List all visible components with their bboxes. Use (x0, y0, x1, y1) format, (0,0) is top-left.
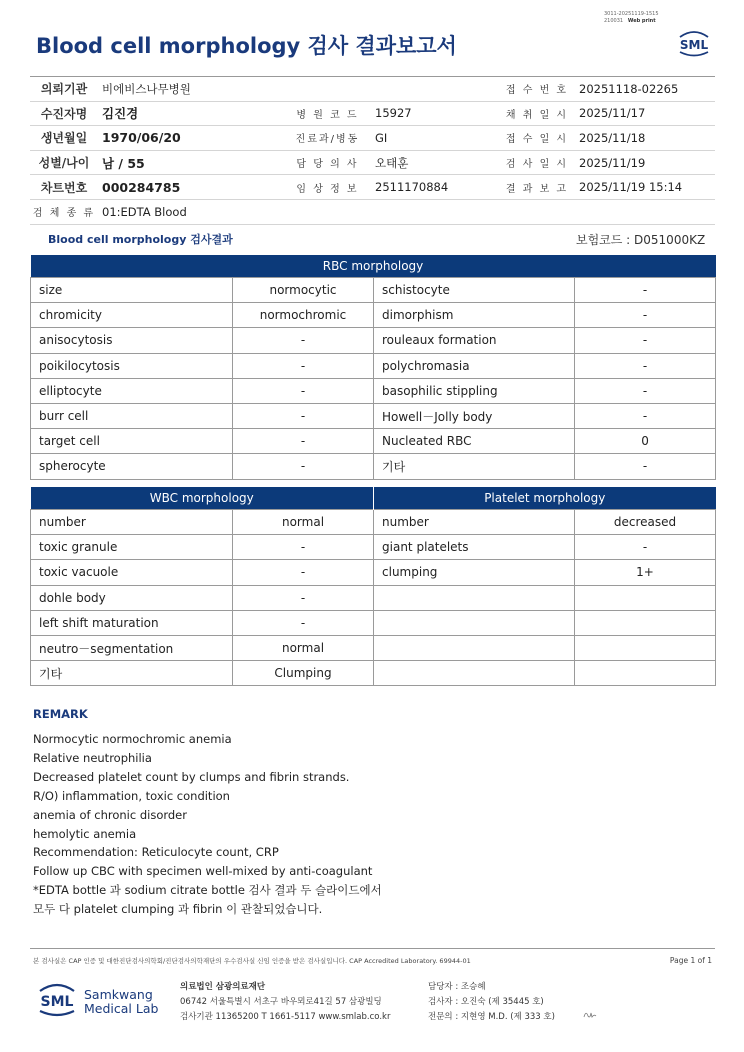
finding-name: dohle body (31, 585, 233, 610)
finding-value: - (233, 429, 374, 454)
logo-text: SML (679, 38, 709, 52)
patient-value (371, 77, 499, 102)
patient-value (575, 199, 715, 224)
finding-value (575, 585, 716, 610)
finding-name: Howell－Jolly body (374, 403, 575, 428)
rbc-morphology-table (30, 255, 716, 480)
finding-value (575, 610, 716, 635)
remark-line: Normocytic normochromic anemia (33, 732, 232, 746)
finding-name: elliptocyte (31, 378, 233, 403)
patient-value: 2025/11/19 (575, 150, 715, 175)
finding-value: - (233, 560, 374, 585)
finding-name: 기타 (374, 454, 575, 479)
patient-label: 담 당 의 사 (284, 150, 371, 175)
patient-label: 결 과 보 고 (499, 175, 575, 200)
finding-value: normal (233, 510, 374, 535)
finding-value: - (575, 278, 716, 303)
doc-id-line2: 210031 (604, 18, 624, 24)
finding-name: spherocyte (31, 454, 233, 479)
institution-contact: 검사기관 11365200 T 1661-5117 www.smlab.co.kr (180, 1012, 391, 1022)
finding-value: - (575, 353, 716, 378)
finding-value: - (233, 585, 374, 610)
patient-value: 2511170884 (371, 175, 499, 200)
remark-line: Recommendation: Reticulocyte count, CRP (33, 845, 279, 860)
finding-name: burr cell (31, 403, 233, 428)
finding-value: - (233, 353, 374, 378)
finding-name: giant platelets (374, 535, 575, 560)
finding-value: normocytic (233, 278, 374, 303)
patient-label: 진료과/병동 (284, 126, 371, 151)
table-row (31, 610, 716, 635)
remark-line: *EDTA bottle 과 sodium citrate bottle 검사 결과 두 슬라이드에서 (33, 883, 382, 898)
remark-line: Decreased platelet count by clumps and fibrin strands. (33, 769, 350, 784)
patient-label: 검 체 종 류 (30, 199, 98, 224)
brand-line1: Samkwang (84, 987, 153, 1002)
patient-value: 20251118-02265 (575, 77, 715, 102)
finding-name (374, 635, 575, 660)
rbc-header: RBC morphology (31, 255, 716, 278)
finding-name: polychromasia (374, 353, 575, 378)
finding-name: target cell (31, 429, 233, 454)
table-row (31, 403, 716, 428)
finding-value: - (575, 378, 716, 403)
patient-row (30, 77, 715, 102)
institution-name: 의료법인 삼광의료재단 (180, 982, 266, 992)
finding-name (374, 661, 575, 686)
report-title: Blood cell morphology 검사 결과보고서 (36, 34, 457, 58)
footer-divider (30, 948, 715, 949)
remark-line: 모두 다 platelet clumping 과 fibrin 이 관찰되었습니다. (33, 902, 323, 917)
web-print-label: Web print (627, 18, 656, 24)
remark-text (33, 730, 382, 919)
patient-row (30, 150, 715, 175)
table-row (31, 378, 716, 403)
finding-name: 기타 (31, 661, 233, 686)
sml-logo-icon (676, 28, 712, 58)
finding-name: number (31, 510, 233, 535)
patient-label: 의뢰기관 (30, 77, 98, 102)
patient-value: 15927 (371, 101, 499, 126)
signature-icon (582, 1008, 600, 1020)
finding-name: number (374, 510, 575, 535)
patient-value: 2025/11/17 (575, 101, 715, 126)
finding-name: schistocyte (374, 278, 575, 303)
finding-value: - (575, 303, 716, 328)
finding-value: Clumping (233, 661, 374, 686)
staff-specialist: 전문의 : 지현영 M.D. (제 333 호) (428, 1012, 555, 1022)
institution-address: 06742 서울특별시 서초구 바우뫼로41길 57 삼광빌딩 (180, 997, 382, 1007)
patient-label (284, 77, 371, 102)
finding-name: neutro－segmentation (31, 635, 233, 660)
finding-name: size (31, 278, 233, 303)
patient-value (371, 199, 499, 224)
wbc-platelet-table (30, 487, 716, 686)
patient-label (499, 199, 575, 224)
finding-name: anisocytosis (31, 328, 233, 353)
finding-value: 0 (575, 429, 716, 454)
patient-label: 임 상 정 보 (284, 175, 371, 200)
patient-row (30, 101, 715, 126)
finding-value: normochromic (233, 303, 374, 328)
finding-name: basophilic stippling (374, 378, 575, 403)
table-row (31, 661, 716, 686)
finding-name: dimorphism (374, 303, 575, 328)
page-number: Page 1 of 1 (669, 956, 712, 965)
patient-value: 000284785 (98, 175, 284, 200)
accreditation-note: 본 검사실은 CAP 인증 및 대한진단검사의학회/진단검사의학재단의 우수검사실 신임 인증을 받은 검사실입니다. CAP Accredited Laboratory. 69944-01 (33, 957, 471, 965)
footer-logo-text: SML (40, 994, 74, 1010)
finding-name: chromicity (31, 303, 233, 328)
finding-name: toxic granule (31, 535, 233, 560)
patient-label: 차트번호 (30, 175, 98, 200)
patient-label: 성별/나이 (30, 150, 98, 175)
brand-name (84, 988, 158, 1016)
finding-name: Nucleated RBC (374, 429, 575, 454)
finding-value: - (233, 378, 374, 403)
finding-value: 1+ (575, 560, 716, 585)
finding-value: - (575, 403, 716, 428)
remark-line: R/O) inflammation, toxic condition (33, 788, 230, 803)
patient-label: 채 취 일 시 (499, 101, 575, 126)
patient-label: 생년월일 (30, 126, 98, 151)
finding-value: - (575, 328, 716, 353)
finding-name: left shift maturation (31, 610, 233, 635)
patient-value: GI (371, 126, 499, 151)
brand-line2: Medical Lab (84, 1001, 159, 1016)
table-row (31, 328, 716, 353)
finding-value: - (575, 454, 716, 479)
finding-value: - (233, 403, 374, 428)
remark-line: Follow up CBC with specimen well-mixed by anti-coagulant (33, 864, 373, 879)
table-row (31, 535, 716, 560)
document-id (604, 11, 659, 25)
patient-value: 오태훈 (371, 150, 499, 175)
finding-name (374, 585, 575, 610)
table-row (31, 429, 716, 454)
finding-name: poikilocytosis (31, 353, 233, 378)
staff-manager: 담당자 : 조승혜 (428, 982, 486, 992)
patient-row (30, 175, 715, 200)
wbc-header: WBC morphology (31, 487, 374, 510)
institution-info (180, 980, 390, 1025)
patient-label (284, 199, 371, 224)
table-row (31, 278, 716, 303)
patient-label: 수진자명 (30, 101, 98, 126)
staff-tester: 검사자 : 오진숙 (제 35445 호) (428, 997, 544, 1007)
patient-value: 김진경 (98, 101, 284, 126)
finding-value: - (575, 535, 716, 560)
table-row (31, 353, 716, 378)
finding-name (374, 610, 575, 635)
table-row (31, 303, 716, 328)
finding-name: clumping (374, 560, 575, 585)
finding-value (575, 635, 716, 660)
patient-info-table (30, 76, 715, 225)
patient-label: 접 수 일 시 (499, 126, 575, 151)
results-section-title: Blood cell morphology 검사결과 (48, 233, 233, 246)
patient-label: 병 원 코 드 (284, 101, 371, 126)
doc-id-line1: 3011-20251119-1515 (604, 11, 659, 17)
remark-title: REMARK (33, 707, 88, 721)
finding-value: - (233, 454, 374, 479)
patient-value: 비에비스나무병원 (98, 77, 284, 102)
finding-value: - (233, 535, 374, 560)
platelet-header: Platelet morphology (374, 487, 716, 510)
finding-value: - (233, 328, 374, 353)
finding-value: normal (233, 635, 374, 660)
patient-row (30, 126, 715, 151)
table-row (31, 454, 716, 479)
table-row (31, 585, 716, 610)
finding-value: decreased (575, 510, 716, 535)
finding-value (575, 661, 716, 686)
insurance-code: 보험코드 : D051000KZ (576, 233, 706, 247)
remark-line: anemia of chronic disorder (33, 807, 187, 822)
finding-name: rouleaux formation (374, 328, 575, 353)
table-row (31, 560, 716, 585)
patient-value: 남 / 55 (98, 150, 284, 175)
remark-line: Relative neutrophilia (33, 750, 152, 765)
patient-label: 접 수 번 호 (499, 77, 575, 102)
finding-value: - (233, 610, 374, 635)
patient-value: 2025/11/19 15:14 (575, 175, 715, 200)
patient-value: 1970/06/20 (98, 126, 284, 151)
patient-label: 검 사 일 시 (499, 150, 575, 175)
table-row (31, 635, 716, 660)
table-row (31, 510, 716, 535)
patient-row (30, 199, 715, 224)
patient-value: 2025/11/18 (575, 126, 715, 151)
remark-line: hemolytic anemia (33, 826, 137, 841)
patient-value: 01:EDTA Blood (98, 199, 284, 224)
finding-name: toxic vacuole (31, 560, 233, 585)
footer-sml-logo-icon (36, 980, 78, 1018)
staff-info (428, 980, 555, 1025)
